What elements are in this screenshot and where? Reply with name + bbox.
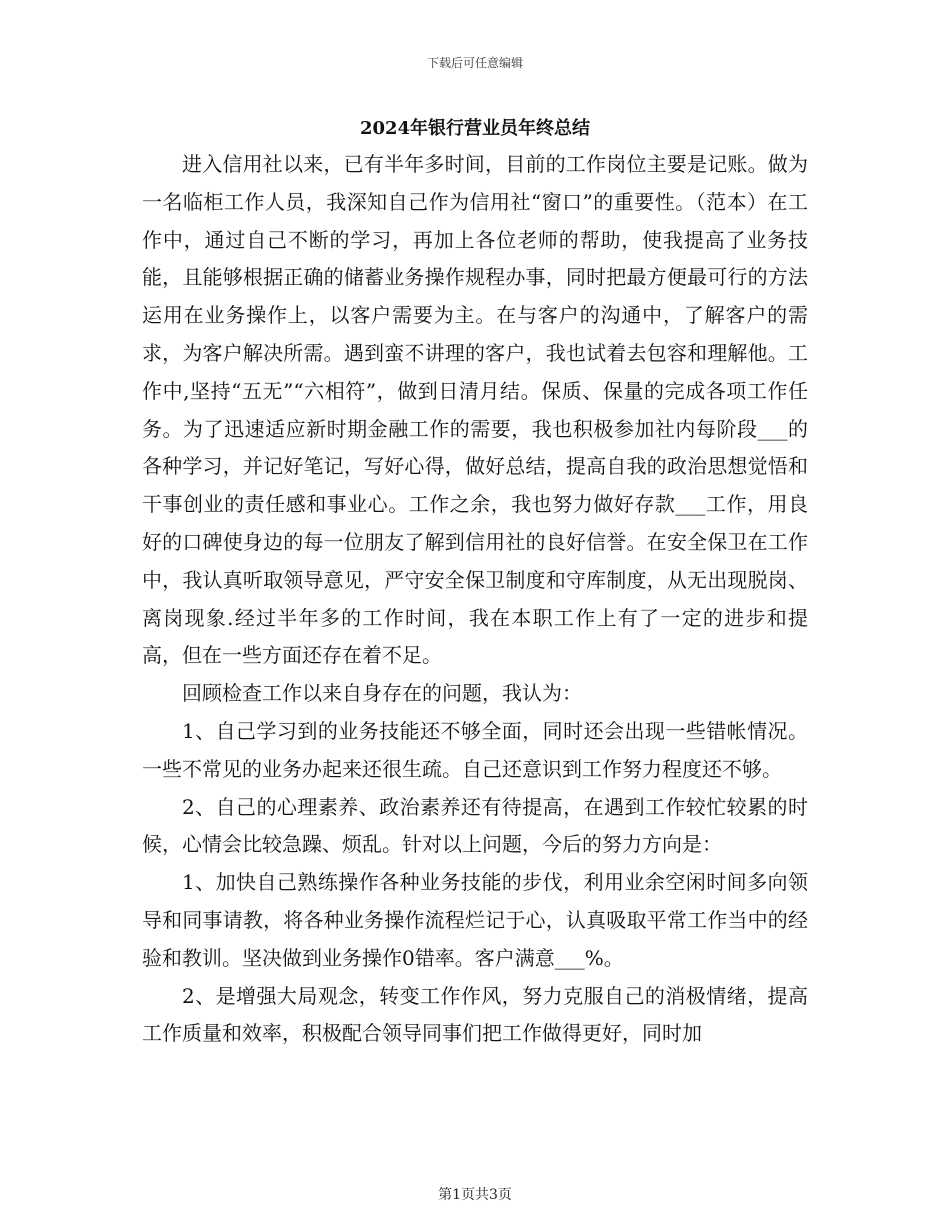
page-number: 第1页共3页 [438,1187,512,1203]
paragraph-direction-1: 1、加快自己熟练操作各种业务技能的步伐，利用业余空闲时间多向领导和同事请教，将各种业务操作流程烂记于心，认真吸取平常工作当中的经验和教训。坚决做到业务操作0错率。客户满意___%。 [142,870,808,970]
header-note: 下载后可任意编辑 [426,56,523,70]
paragraph-review: 回顾检查工作以来自身存在的问题，我认为： [182,681,582,706]
document-title: 2024年银行营业员年终总结 [359,118,591,139]
paragraph-intro: 进入信用社以来，已有半年多时间，目前的工作岗位主要是记账。做为一名临柜工作人员，我深知自己作为信用社“窗口”的重要性。（范本）在工作中，通过自己不断的学习，再加上各位老师的帮助，使我提高了业务技能，且能够根据正确的储蓄业务操作规程办事，同时把最方便最可行的方法运用在业务操作上，以客户需要为主。在与客户的沟通中，了解客户的需求，为客户解决所需。遇到蛮不讲理的客户，我也试着去包容和理解他。工作中,坚持“五无”“六相符”，做到日清月结。保质、保量的完成各项工作任务。为了迅速适应新时期金融工作的需要，我也积极参加社内每阶段___的各种学习，并记好笔记，写好心得，做好总结，提高自我的政治思想觉悟和干事创业的责任感和事业心。工作之余，我也努力做好存款___工作，用良好的口碑使身边的每一位朋友了解到信用社的良好信誉。在安全保卫在工作中，我认真听取领导意见，严守安全保卫制度和守库制度，从无出现脱岗、离岗现象.经过半年多的工作时间，我在本职工作上有了一定的进步和提高，但在一些方面还存在着不足。 [142,152,808,668]
document-body [142,146,808,1053]
paragraph-problem-2: 2、自己的心理素养、政治素养还有待提高，在遇到工作较忙较累的时候，心情会比较急躁、烦乱。针对以上问题，今后的努力方向是： [142,794,808,857]
paragraph-direction-2: 2、是增强大局观念，转变工作作风，努力克服自己的消极情绪，提高工作质量和效率，积极配合领导同事们把工作做得更好，同时加 [142,983,808,1046]
paragraph-problem-1: 1、自己学习到的业务技能还不够全面，同时还会出现一些错帐情况。一些不常见的业务办起来还很生疏。自己还意识到工作努力程度还不够。 [142,718,808,781]
